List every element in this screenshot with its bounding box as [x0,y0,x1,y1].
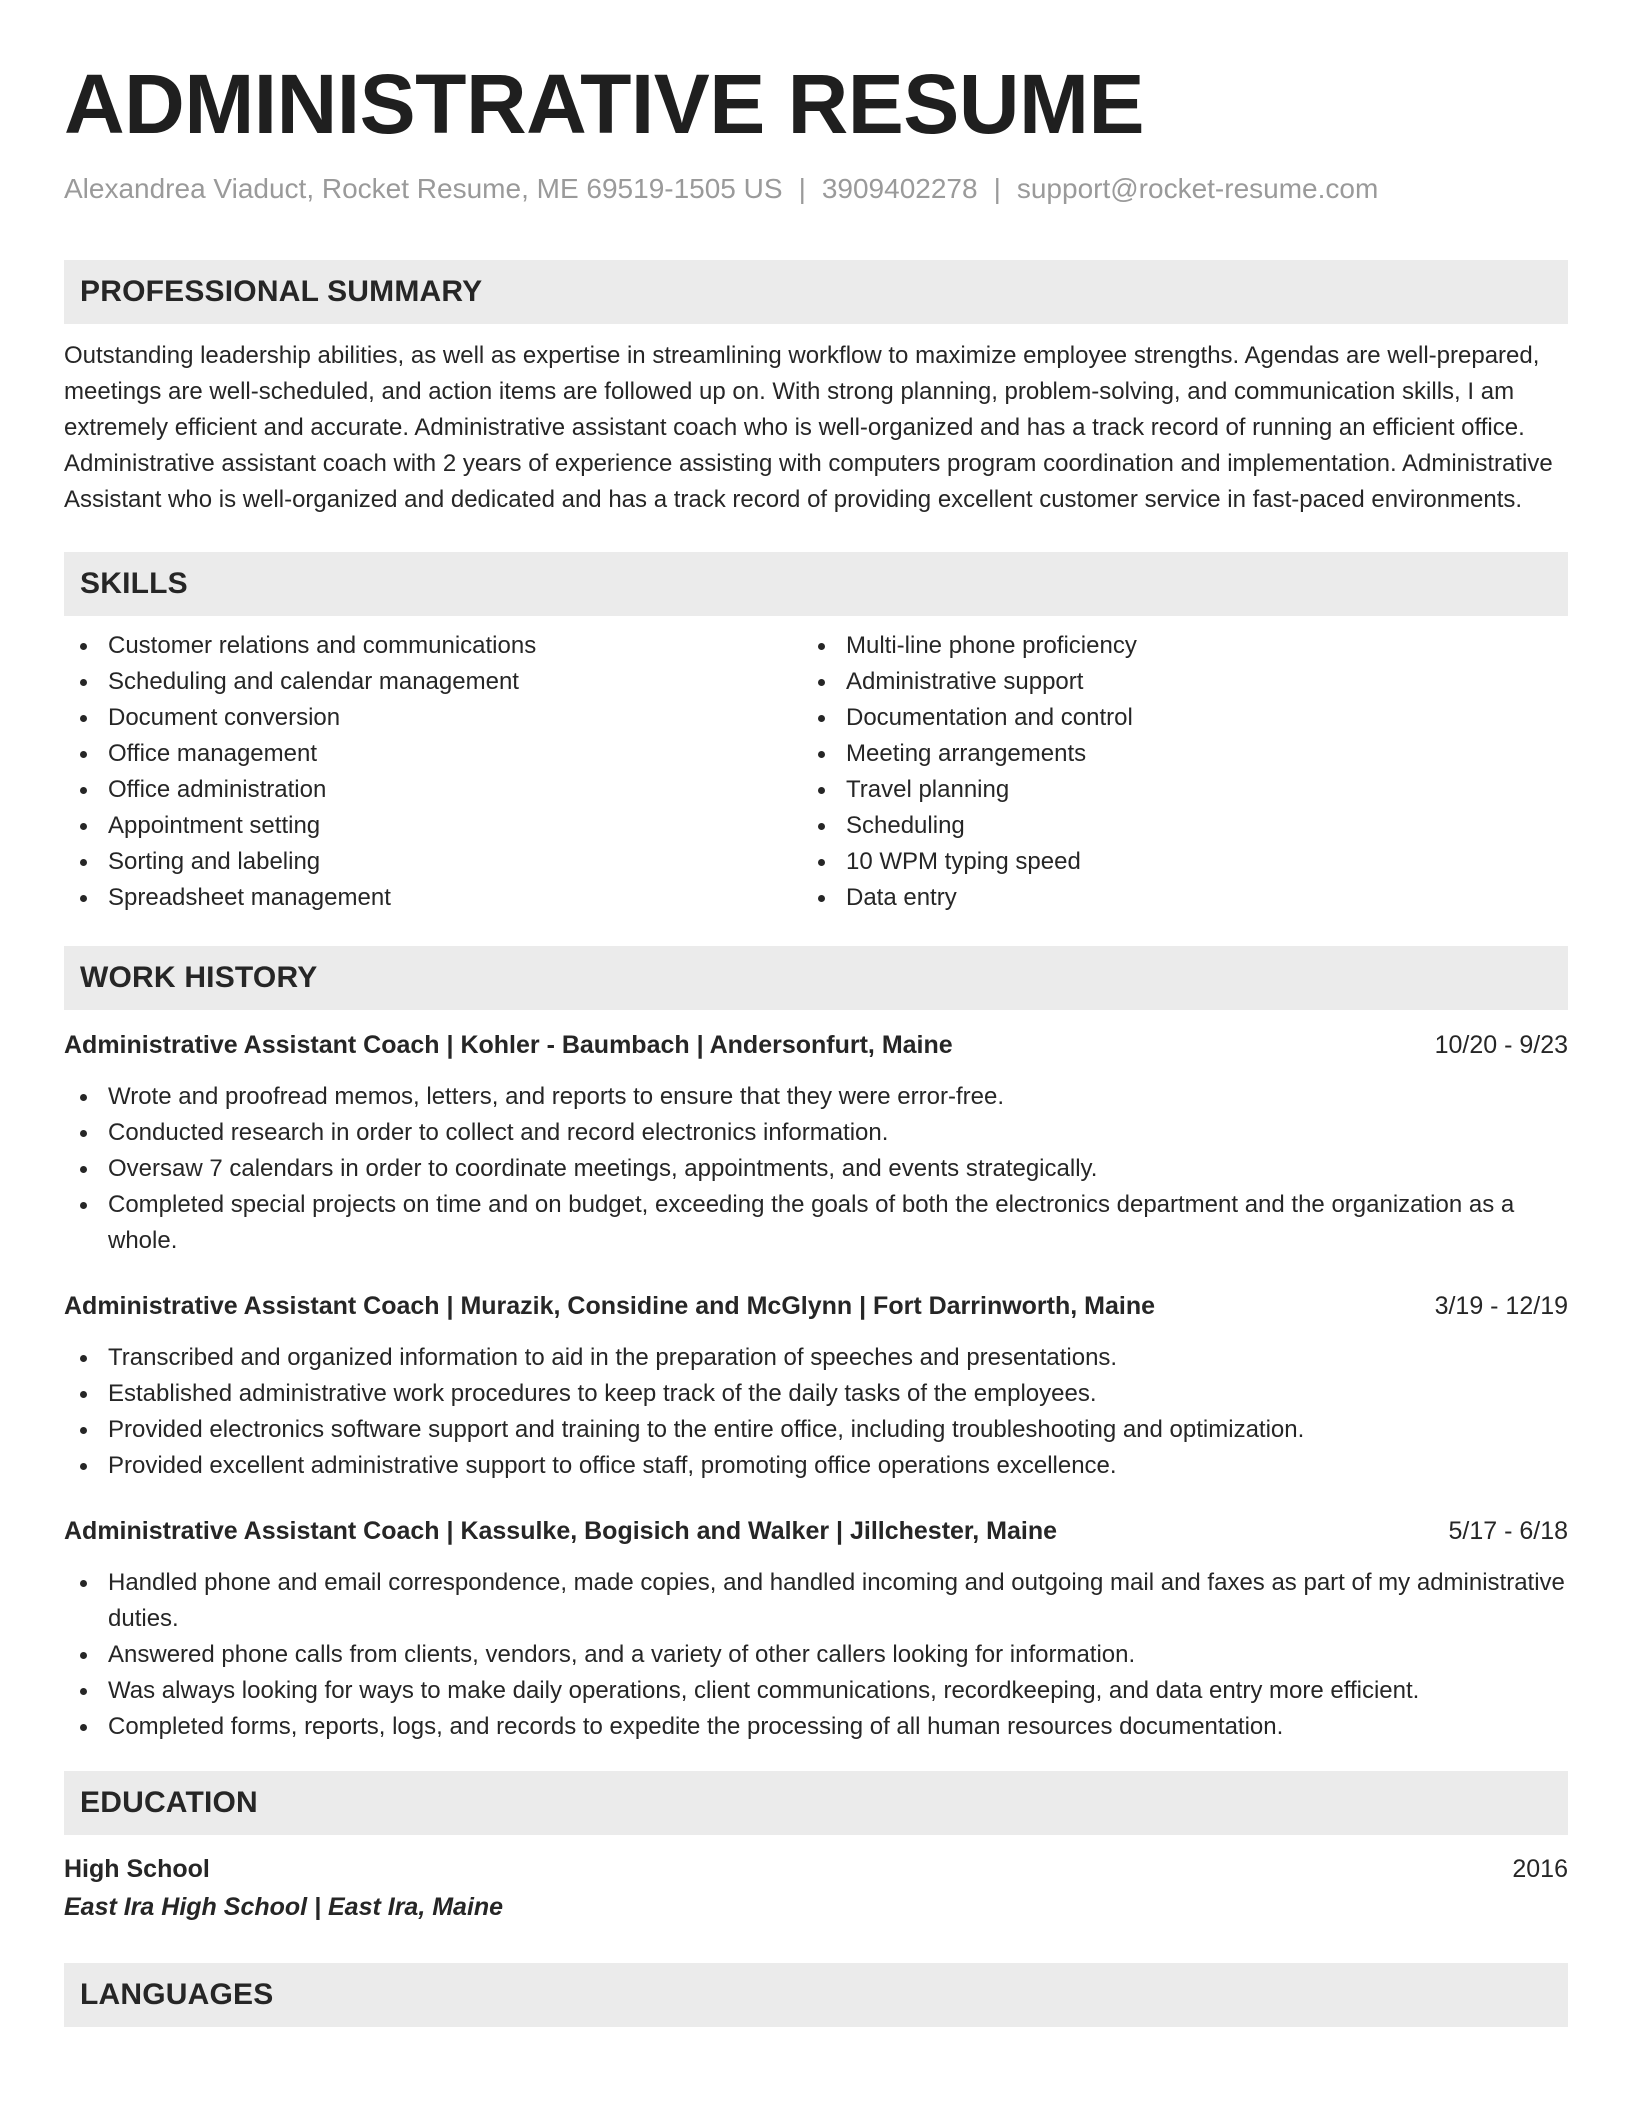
section-header-education [64,1771,1568,1835]
job-bullet: Was always looking for ways to make daily operations, client communications, recordkeeping, and data entry more efficient. [64,1673,1568,1709]
skills-column-left [64,628,802,916]
job-entry [64,1028,1568,1259]
skill-item: Meeting arrangements [802,736,1402,772]
section-header-work-history [64,946,1568,1010]
contact-address: Alexandrea Viaduct, Rocket Resume, ME 69519-1505 US [64,173,783,204]
education-school: East Ira High School | East Ira, Maine [64,1893,504,1921]
contact-email: support@rocket-resume.com [1016,173,1379,204]
job-bullet: Answered phone calls from clients, vendors, and a variety of other callers looking for information. [64,1637,1568,1673]
job-title: Administrative Assistant Coach | Kassulke, Bogisich and Walker | Jillchester, Maine [64,1517,1058,1545]
section-title-work-history: WORK HISTORY [80,961,318,994]
contact-separator: | [993,173,1001,204]
job-bullets [64,1340,1568,1484]
job-bullet: Completed forms, reports, logs, and records to expedite the processing of all human resources documentation. [64,1709,1568,1745]
job-bullet: Oversaw 7 calendars in order to coordinate meetings, appointments, and events strategically. [64,1151,1568,1187]
job-header [64,1028,1568,1062]
job-dates: 10/20 - 9/23 [1434,1031,1568,1059]
job-bullet: Transcribed and organized information to aid in the preparation of speeches and presentations. [64,1340,1568,1376]
skill-item: Scheduling and calendar management [64,664,802,700]
job-entry [64,1289,1568,1484]
contact-separator: | [798,173,806,204]
skill-item: Data entry [802,880,1402,916]
skill-item: 10 WPM typing speed [802,844,1402,880]
job-bullet: Established administrative work procedures to keep track of the daily tasks of the employees. [64,1376,1568,1412]
skill-item: Scheduling [802,808,1402,844]
skill-item: Document conversion [64,700,802,736]
skill-item: Office administration [64,772,802,808]
skill-item: Multi-line phone proficiency [802,628,1402,664]
skill-item: Travel planning [802,772,1402,808]
job-bullet: Conducted research in order to collect and record electronics information. [64,1115,1568,1151]
skill-item: Office management [64,736,802,772]
job-bullets [64,1079,1568,1259]
job-bullet: Provided electronics software support and training to the entire office, including troubleshooting and optimization. [64,1412,1568,1448]
job-title: Administrative Assistant Coach | Kohler - Baumbach | Andersonfurt, Maine [64,1031,953,1059]
job-header [64,1289,1568,1323]
contact-phone: 3909402278 [821,173,978,204]
skill-item: Administrative support [802,664,1402,700]
job-bullet: Completed special projects on time and on budget, exceeding the goals of both the electronics department and the organization as a whole. [64,1187,1568,1259]
skill-item: Customer relations and communications [64,628,802,664]
education-year: 2016 [1512,1855,1568,1883]
job-title: Administrative Assistant Coach | Murazik, Considine and McGlynn | Fort Darrinworth, Maine [64,1292,1156,1320]
job-bullet: Handled phone and email correspondence, made copies, and handled incoming and outgoing mail and faxes as part of my administrative duties. [64,1565,1568,1637]
skill-item: Appointment setting [64,808,802,844]
skill-item: Spreadsheet management [64,880,802,916]
section-title-languages: LANGUAGES [80,1978,274,2011]
section-header-summary [64,260,1568,324]
job-dates: 5/17 - 6/18 [1448,1517,1568,1545]
skill-item: Documentation and control [802,700,1402,736]
education-degree: High School [64,1855,210,1883]
job-dates: 3/19 - 12/19 [1434,1292,1568,1320]
skills-column-right [802,628,1402,916]
section-title-skills: SKILLS [80,567,188,600]
summary-text: Outstanding leadership abilities, as well as expertise in streamlining workflow to maximize employee strengths. Agendas are well-prepared, meetings are well-scheduled, and action items are followed up on. With strong planning, problem-solving, and communication skills, I am extremely efficient and accurate. Administrative assistant coach who is well-organized and has a track record of running an efficient office. Administrative assistant coach with 2 years of experience assisting with computers program coordination and implementation. Administrative Assistant who is well-organized and dedicated and has a track record of providing excellent customer service in fast-paced environments. [64,342,1553,513]
job-entry [64,1514,1568,1745]
job-header [64,1514,1568,1548]
section-title-summary: PROFESSIONAL SUMMARY [80,275,483,308]
job-bullet: Wrote and proofread memos, letters, and reports to ensure that they were error-free. [64,1079,1568,1115]
skill-item: Sorting and labeling [64,844,802,880]
section-header-languages [64,1963,1568,2027]
resume-title: ADMINISTRATIVE RESUME [64,57,1144,151]
section-header-skills [64,552,1568,616]
skills-list [64,628,1568,916]
contact-line [64,172,1568,206]
job-bullets [64,1565,1568,1745]
section-title-education: EDUCATION [80,1786,258,1819]
education-header [64,1851,1568,1887]
job-bullet: Provided excellent administrative support to office staff, promoting office operations excellence. [64,1448,1568,1484]
